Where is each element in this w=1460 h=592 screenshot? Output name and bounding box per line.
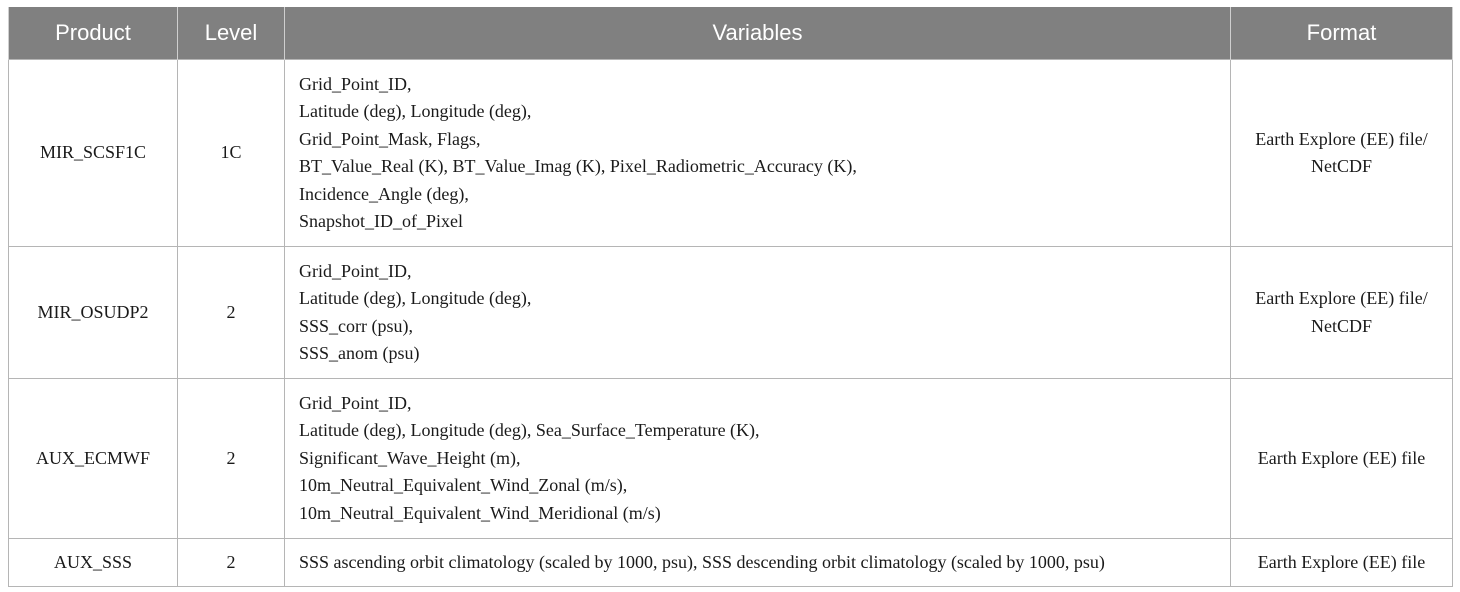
table-row (9, 247, 1453, 379)
format-cell (1231, 379, 1453, 539)
format-cell (1231, 60, 1453, 247)
header-level: Level (178, 7, 285, 60)
format-line: Earth Explore (EE) file (1257, 551, 1426, 572)
variable-line: 10m_Neutral_Equivalent_Wind_Meridional (m/s) (299, 502, 661, 523)
table-row (9, 379, 1453, 539)
variable-line: Latitude (deg), Longitude (deg), (299, 288, 532, 308)
variable-line: Incidence_Angle (deg), (299, 183, 469, 204)
variable-line: Latitude (deg), Longitude (deg), Sea_Surface_Temperature (K), (299, 420, 760, 441)
format-line: Earth Explore (EE) file (1257, 447, 1426, 468)
format-cell (1231, 539, 1453, 587)
variables-cell (285, 379, 1231, 539)
header-variables: Variables (285, 7, 1231, 60)
level-cell: 2 (178, 539, 285, 587)
header-row (9, 7, 1453, 60)
variable-line: Grid_Point_ID, (299, 260, 412, 281)
header-format: Format (1231, 7, 1453, 60)
format-cell (1231, 247, 1453, 379)
level-cell: 1C (178, 60, 285, 247)
format-line: NetCDF (1310, 156, 1372, 176)
variable-line: Significant_Wave_Height (m), (299, 447, 521, 468)
product-cell: AUX_ECMWF (9, 379, 178, 539)
variable-line: SSS_corr (psu), (299, 315, 414, 336)
variables-cell (285, 247, 1231, 379)
products-table (8, 7, 1453, 587)
variable-line: 10m_Neutral_Equivalent_Wind_Zonal (m/s), (299, 475, 628, 496)
level-cell: 2 (178, 247, 285, 379)
variable-line: SSS_anom (psu) (299, 343, 420, 363)
table-row (9, 60, 1453, 247)
variable-line: Grid_Point_ID, (299, 73, 412, 94)
level-cell: 2 (178, 379, 285, 539)
variable-line: Grid_Point_ID, (299, 392, 412, 413)
format-line: NetCDF (1310, 315, 1372, 336)
product-cell: MIR_OSUDP2 (9, 247, 178, 379)
variable-line: Latitude (deg), Longitude (deg), (299, 101, 532, 121)
variable-line: Grid_Point_Mask, Flags, (299, 128, 481, 149)
product-cell: AUX_SSS (9, 539, 178, 587)
variable-line: BT_Value_Real (K), BT_Value_Imag (K), Pixel_Radiometric_Accuracy (K), (299, 156, 857, 176)
product-cell: MIR_SCSF1C (9, 60, 178, 247)
variables-cell (285, 60, 1231, 247)
header-product: Product (9, 7, 178, 60)
format-line: Earth Explore (EE) file/ (1255, 128, 1428, 149)
variable-line: SSS ascending orbit climatology (scaled by 1000, psu), SSS descending orbit climatology (scaled by 1000, psu) (299, 551, 1105, 572)
format-line: Earth Explore (EE) file/ (1255, 288, 1428, 308)
variable-line: Snapshot_ID_of_Pixel (299, 211, 463, 231)
variables-cell (285, 539, 1231, 587)
table-row (9, 539, 1453, 587)
